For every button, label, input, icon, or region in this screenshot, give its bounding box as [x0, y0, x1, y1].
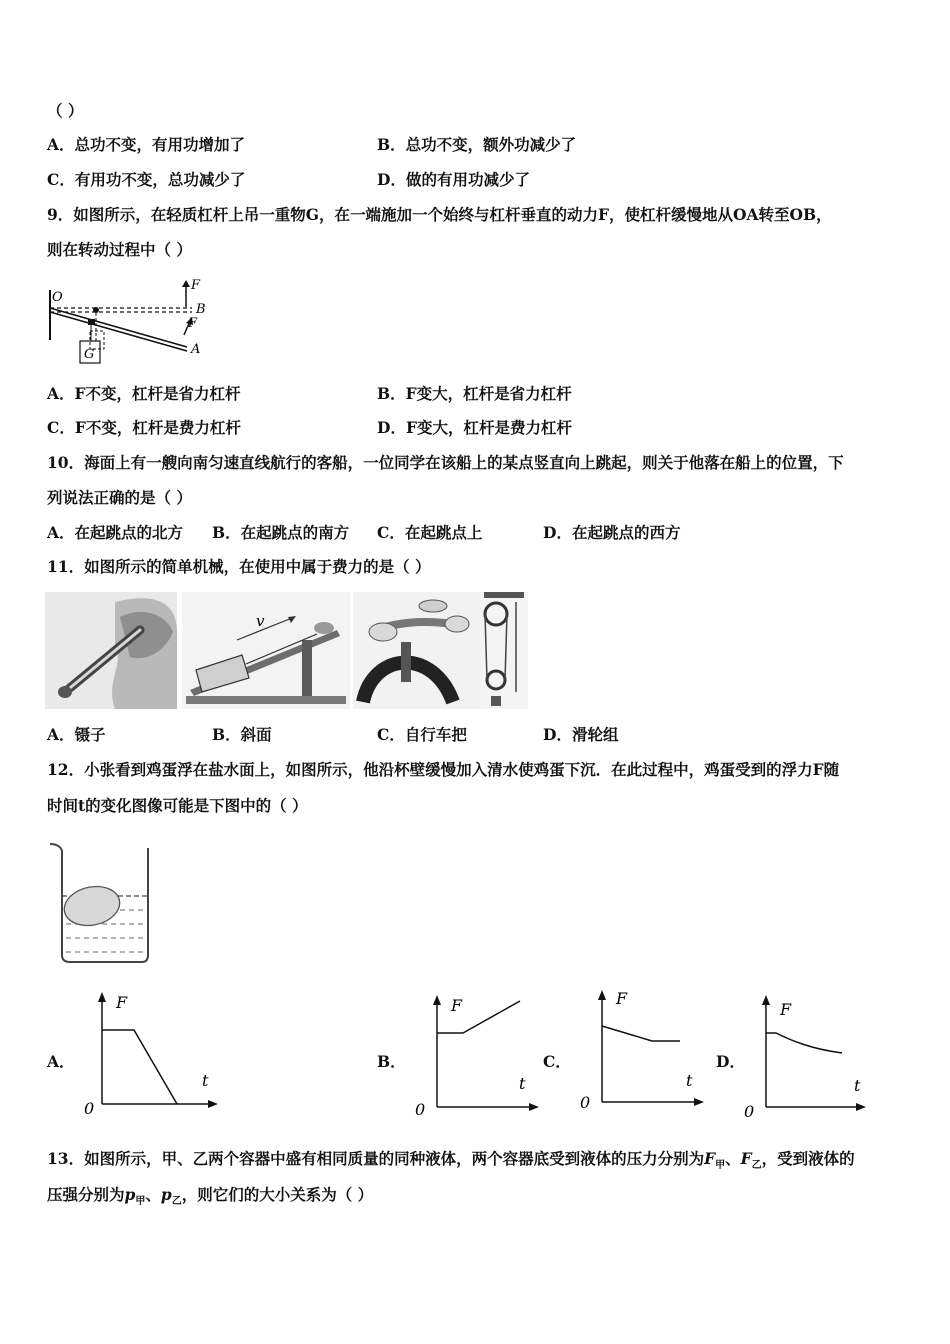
- hang-point-a: [88, 319, 95, 325]
- q11-option-a[interactable]: A．镊子: [47, 725, 106, 744]
- q9-option-b[interactable]: B．F变大，杠杆是省力杠杆: [377, 384, 572, 403]
- egg: [61, 882, 124, 931]
- label-b: B: [196, 302, 206, 317]
- q9-stem-line1: 9．如图所示，在轻质杠杆上吊一重物G，在一端施加一个始终与杠杆垂直的动力F，使杠杆缓慢地从OA转至OB，: [47, 205, 832, 224]
- label-g: G: [84, 347, 95, 362]
- svg-text:0: 0: [580, 1093, 591, 1112]
- q12-graph-b[interactable]: [415, 993, 545, 1118]
- q11-bicycle-handle-photo: [353, 592, 480, 709]
- q11-option-b[interactable]: B．斜面: [212, 725, 272, 744]
- q13-stem-line2: 压强分别为$p_甲$、$p_乙$，则它们的大小关系为（ ）: [47, 1185, 374, 1208]
- curve-c: [602, 1026, 680, 1041]
- q10-option-a[interactable]: A．在起跳点的北方: [47, 523, 184, 542]
- svg-text:0: 0: [415, 1100, 426, 1119]
- hang-point-b: [93, 307, 99, 313]
- velocity-label: v: [256, 612, 265, 630]
- q11-pulley-photo: [480, 592, 528, 709]
- q12-option-a[interactable]: A．: [47, 1052, 75, 1071]
- svg-text:F: F: [616, 989, 628, 1008]
- q8-option-a[interactable]: A．总功不变，有用功增加了: [47, 135, 246, 154]
- svg-text:t: t: [854, 1076, 861, 1095]
- svg-text:0: 0: [744, 1102, 755, 1121]
- svg-text:t: t: [519, 1074, 526, 1093]
- ramp-post: [302, 640, 312, 702]
- svg-text:F: F: [116, 993, 128, 1012]
- curve-a: [102, 1030, 177, 1104]
- q10-stem-line1: 10．海面上有一艘向南匀速直线航行的客船，一位同学在该船上的某点竖直向上跳起，则关于他落在船上的位置，下: [47, 453, 844, 472]
- q11-option-d[interactable]: D．滑轮组: [543, 725, 619, 744]
- q10-stem-line2: 列说法正确的是（ ）: [47, 488, 192, 507]
- lever-oa: [50, 308, 187, 347]
- label-f-side: F: [188, 316, 198, 331]
- q8-option-b[interactable]: B．总功不变，额外功减少了: [377, 135, 577, 154]
- curve-b: [437, 1001, 520, 1033]
- q12-stem-line1: 12．小张看到鸡蛋浮在盐水面上，如图所示，他沿杯壁缓慢加入清水使鸡蛋下沉．在此过程中，鸡蛋受到的浮力F随: [47, 760, 840, 779]
- svg-text:F: F: [780, 1000, 792, 1019]
- label-a: A: [191, 342, 201, 357]
- q10-option-d[interactable]: D．在起跳点的西方: [543, 523, 681, 542]
- q8-option-d[interactable]: D．做的有用功减少了: [377, 170, 530, 189]
- q12-stem-line2: 时间t的变化图像可能是下图中的（ ）: [47, 796, 308, 815]
- q9-option-a[interactable]: A．F不变，杠杆是省力杠杆: [47, 384, 241, 403]
- q9-lever-figure: [44, 275, 214, 370]
- q10-option-b[interactable]: B．在起跳点的南方: [212, 523, 350, 542]
- q11-tweezers-photo: [45, 592, 177, 709]
- q9-option-c[interactable]: C．F不变，杠杆是费力杠杆: [47, 418, 241, 437]
- curve-d: [766, 1033, 842, 1053]
- label-o: O: [52, 290, 63, 305]
- q12-option-c[interactable]: C．: [543, 1052, 571, 1071]
- q12-beaker-figure: [48, 840, 158, 965]
- q11-incline-figure: [182, 592, 350, 709]
- q8-option-c[interactable]: C．有用功不变，总功减少了: [47, 170, 246, 189]
- q11-stem: 11．如图所示的简单机械，在使用中属于费力的是（ ）: [47, 557, 431, 576]
- q12-option-d[interactable]: D．: [716, 1052, 745, 1071]
- svg-text:t: t: [202, 1071, 209, 1090]
- q12-graph-c[interactable]: [578, 988, 708, 1113]
- q11-option-c[interactable]: C．自行车把: [377, 725, 467, 744]
- svg-text:t: t: [686, 1071, 693, 1090]
- q9-option-d[interactable]: D．F变大，杠杆是费力杠杆: [377, 418, 572, 437]
- svg-text:F: F: [451, 996, 463, 1015]
- q13-stem-line1: 13．如图所示，甲、乙两个容器中盛有相同质量的同种液体，两个容器底受到液体的压力分别为$F_甲$、$F_乙$，受到液体的: [47, 1149, 855, 1172]
- q12-graph-d[interactable]: [742, 993, 872, 1121]
- q12-graph-a[interactable]: [82, 990, 222, 1118]
- q9-stem-line2: 则在转动过程中（ ）: [47, 240, 192, 259]
- svg-text:0: 0: [84, 1099, 95, 1118]
- label-f-top: F: [191, 278, 201, 293]
- q12-option-b[interactable]: B．: [377, 1052, 406, 1071]
- q10-option-c[interactable]: C．在起跳点上: [377, 523, 483, 542]
- q8-answer-paren: （ ）: [47, 101, 84, 120]
